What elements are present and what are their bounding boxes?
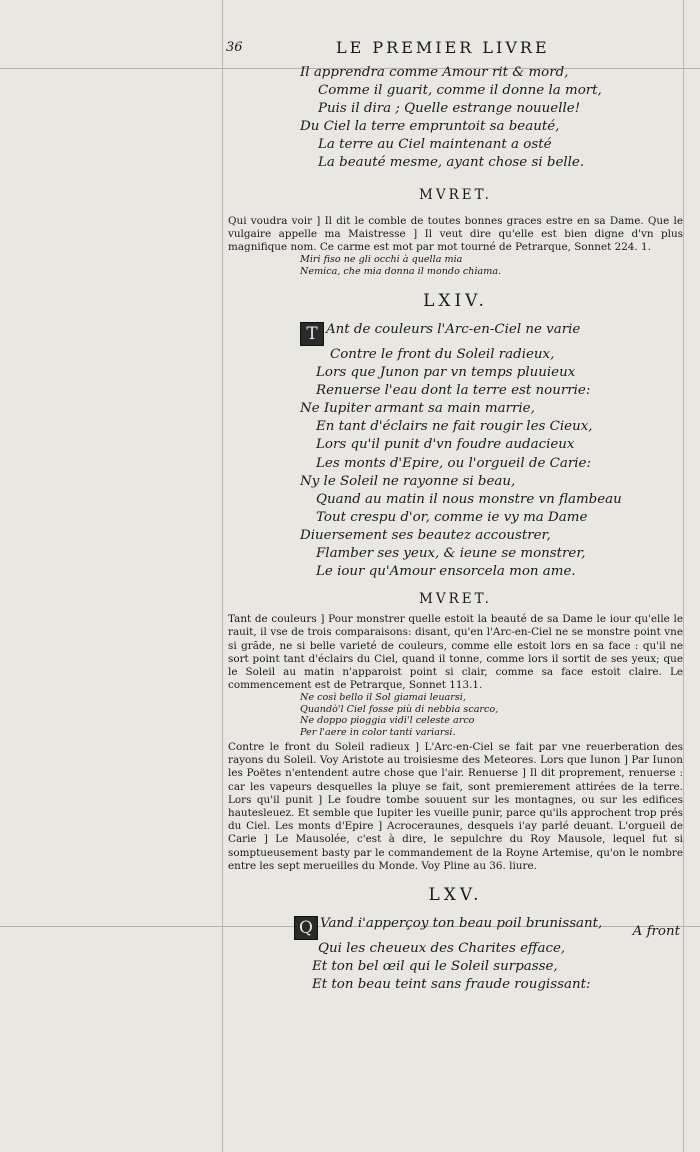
- verse-line: Diuersement ses beautez accoustrer,: [300, 527, 551, 543]
- sonnet-number: LXV.: [428, 885, 483, 906]
- quote-line: Nemica, che mia donna il mondo chiama.: [300, 265, 502, 277]
- catchword: A front: [632, 924, 680, 939]
- running-head: [228, 38, 683, 60]
- drop-cap: Q: [294, 916, 318, 940]
- commentary-heading: MVRET.: [419, 186, 492, 203]
- quote-line: Quandò'l Ciel fosse più di nebbia scarco,: [300, 703, 499, 715]
- verse-line: Et ton beau teint sans fraude rougissant:: [312, 977, 591, 993]
- sonnet-number: LXIV.: [423, 290, 488, 311]
- page-number: 36: [226, 40, 243, 55]
- verse-line: Ne Iupiter armant sa main marrie,: [300, 401, 535, 417]
- text-block: [228, 38, 683, 994]
- verse-line: Renuerse l'eau dont la terre est nourrie:: [316, 383, 591, 399]
- verse-line: Les monts d'Epire, ou l'orgueil de Carie:: [316, 455, 591, 471]
- verse-line: Comme il guarit, comme il donne la mort,: [318, 83, 602, 99]
- book-title: LE PREMIER LIVRE: [336, 38, 550, 57]
- commentary-heading: MVRET.: [419, 591, 492, 608]
- verse-line: Le iour qu'Amour ensorcela mon ame.: [316, 564, 576, 580]
- verse-line: La terre au Ciel maintenant a osté: [318, 137, 552, 153]
- verse-line: Il apprendra comme Amour rit & mord,: [300, 65, 569, 80]
- verse-line: En tant d'éclairs ne fait rougir les Cieux,: [316, 419, 593, 435]
- poem-top: [228, 64, 683, 173]
- verse-line: Flamber ses yeux, & ieune se monstrer,: [316, 546, 586, 562]
- verse-line: Qui les cheueux des Charites efface,: [318, 941, 566, 957]
- commentary-text: Tant de couleurs ] Pour monstrer quelle estoit la beauté de sa Dame le iour qu'elle le rauit, il vse de trois comparaisons: disant, qu'en l'Arc-en-Ciel ne se monstre point vne si grãde, ne si belle varieté de couleurs, comme elle estoit lors en sa face : qu'il ne sort point tant d'éclairs du Ciel, quand il tonne, comme lors il sortit de ses yeux; que le Soleil au matin n'apparoist point si clair, comme sa face estoit claire. Le commencement est de Petrarque, Sonnet 113.1.: [228, 613, 683, 692]
- quote-line: Per l'aere in color tanti variarsi.: [300, 726, 456, 738]
- verse-line: Quand au matin il nous monstre vn flambeau: [316, 491, 622, 507]
- verse-line: Vand i'apperçoy ton beau poil brunissant,: [320, 916, 603, 932]
- verse-line: Tout crespu d'or, comme ie vy ma Dame: [316, 509, 588, 525]
- binding-rule-left: [222, 0, 223, 1152]
- sonnet-lxiv: [228, 321, 683, 581]
- commentary-text: Qui voudra voir ] Il dit le comble de toutes bonnes graces estre en sa Dame. Que le vulgaire appelle ma Maistresse ] Il veut dire qu'elle est bien digne d'vn plus magnifique nom. Ce carme est mot par mot tourné de Petrarque, Sonnet 224. 1.: [228, 214, 683, 253]
- verse-line: Ant de couleurs l'Arc-en-Ciel ne varie: [326, 321, 581, 337]
- verse-line: Et ton bel œil qui le Soleil surpasse,: [312, 959, 558, 975]
- quote-line: Ne così bello il Sol giamai leuarsi,: [300, 692, 466, 704]
- verse-line: Lors que Junon par vn temps pluuieux: [316, 365, 576, 381]
- binding-rule-right: [683, 0, 684, 1152]
- quote-line: Ne doppo pioggia vidi'l celeste arco: [300, 715, 475, 727]
- petrarch-quote: [228, 692, 683, 738]
- verse-line: Puis il dira ; Quelle estrange nouuelle!: [318, 101, 581, 117]
- verse-line: La beauté mesme, ayant chose si belle.: [318, 155, 585, 171]
- drop-cap: T: [300, 322, 324, 346]
- commentary-text: Contre le front du Soleil radieux ] L'Arc-en-Ciel se fait par vne reuerberation des rayons du Soleil. Voy Aristote au troisiesme des Meteores. Lors que Iunon ] Par Iunon les Poëtes n'entendent autre chose que l'air. Renuerse ] Il dit proprement, renuerse : car les vapeurs desquelles la pluye se fait, sont premierement attirées de la terre. Lors qu'il punit ] Le foudre tombe souuent sur les montagnes, ou sur les edifices hautesleuez. Et semble que Iupiter les vueille punir, parce qu'ils approchent trop prés du Ciel. Les monts d'Epire ] Acroceraunes, desquels i'ay parlé deuant. L'orgueil de Carie ] Le Mausolée, c'est à dire, le sepulchre du Roy Mausole, lequel fut si somptueusement basty par le commandement de la Royne Artemise, qu'on le nombre entre les sept merueilles du Monde. Voy Pline au 36. liure.: [228, 741, 683, 872]
- verse-line: Ny le Soleil ne rayonne si beau,: [300, 473, 516, 489]
- verse-line: Du Ciel la terre empruntoit sa beauté,: [300, 119, 560, 135]
- verse-line: Contre le front du Soleil radieux,: [330, 346, 555, 362]
- verse-line: Lors qu'il punit d'vn foudre audacieux: [316, 437, 575, 453]
- petrarch-quote: [228, 254, 683, 277]
- sonnet-lxv: [228, 915, 683, 994]
- quote-line: Miri fiso ne gli occhi à quella mia: [300, 254, 463, 266]
